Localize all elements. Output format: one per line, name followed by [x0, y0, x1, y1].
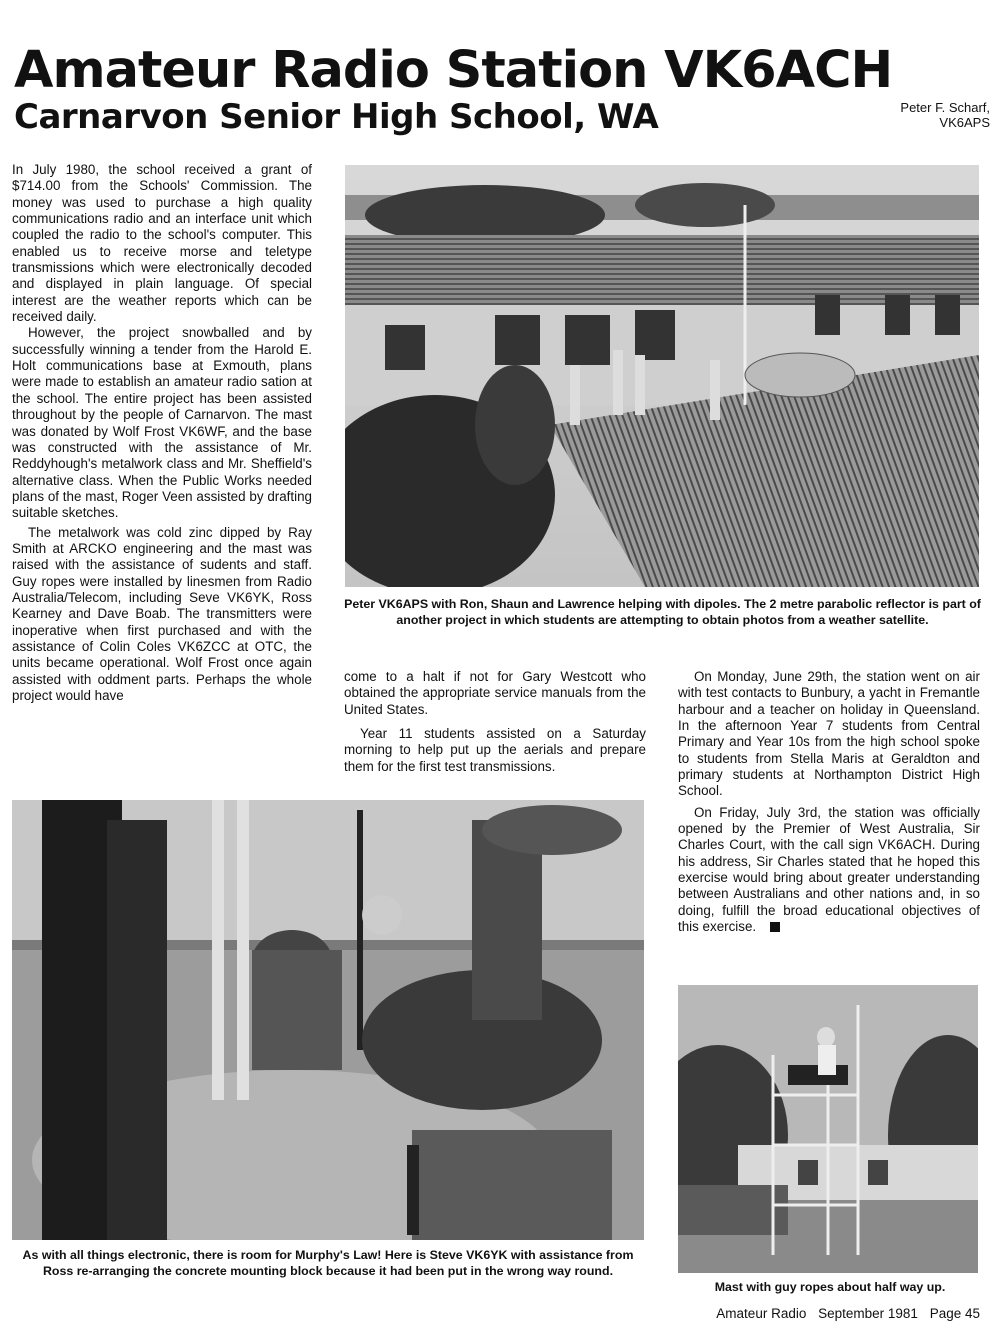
- magazine-name: Amateur Radio: [716, 1306, 807, 1321]
- rooftop-photo: [345, 165, 979, 587]
- paragraph-text: On Friday, July 3rd, the station was officially opened by the Premier of West Australia, Sir Charles Court, with the call sign VK6ACH. During his address, Sir Charles stated that he hoped this exercise would bring about greater understanding between Australians and other nations and, in so doing, fulfill the broad educational objectives of this exercise.: [678, 804, 980, 935]
- paragraph: Year 11 students assisted on a Saturday morning to help put up the aerials and prepare them for the first test transmissions.: [344, 726, 646, 774]
- page-footer: [708, 1306, 980, 1321]
- page-number: Page 45: [929, 1306, 980, 1321]
- end-mark-icon: [770, 922, 780, 932]
- author-callsign: VK6APS: [939, 115, 990, 130]
- mast-photo: [678, 985, 978, 1273]
- article-subtitle: Carnarvon Senior High School, WA: [14, 97, 659, 137]
- issue-date: September 1981: [818, 1306, 918, 1321]
- mast-photo-image: [678, 985, 978, 1273]
- paragraph: On Monday, June 29th, the station went on air with test contacts to Bunbury, a yacht in Fremantle harbour and a teacher on holiday in Queensland. In the afternoon Year 7 students from Central Primary and Year 10s from the high school spoke to students from Stella Maris at Geraldton and primary students at Northampton District High School.: [678, 669, 980, 799]
- workers-photo-caption: As with all things electronic, there is room for Murphy's Law! Here is Steve VK6YK with assistance from Ross re-arranging the concrete mounting block because it had been put in the wrong way round.: [22, 1248, 634, 1278]
- paragraph: However, the project snowballed and by successfully winning a tender from the Harold E. Holt communications base at Exmouth, plans were made to establish an amateur radio sation at the school. The entire project has been assisted throughout by the people of Carnarvon. The mast was donated by Wolf Frost VK6WF, and the base was constructed with the assistance of Mr. Reddyhough's metalwork class and Mr. Sheffield's alternative class. When the Public Works needed plans of the mast, Roger Veen assisted by drafting suitable sketches.: [12, 325, 312, 521]
- paragraph: In July 1980, the school received a grant of $714.00 from the Schools' Commission. The money was used to purchase a high quality communications radio and an interface unit which coupled the radio to the school's computer. This enabled us to receive morse and teletype transmissions which were electronically decoded and displayed in plain language. Of special interest are the weather reports which can be received daily.: [12, 162, 312, 325]
- rooftop-photo-image: [345, 165, 979, 587]
- column-2-text: [344, 669, 646, 775]
- column-3-text: [678, 669, 980, 936]
- author-name: Peter F. Scharf,: [900, 100, 990, 115]
- paragraph: [678, 805, 980, 936]
- paragraph: come to a halt if not for Gary Westcott who obtained the appropriate service manuals from the United States.: [344, 669, 646, 717]
- column-1-text: [12, 162, 312, 704]
- mast-photo-caption: Mast with guy ropes about half way up.: [714, 1280, 946, 1294]
- article-title: Amateur Radio Station VK6ACH: [14, 41, 893, 100]
- workers-photo-image: [12, 800, 644, 1240]
- paragraph: The metalwork was cold zinc dipped by Ray Smith at ARCKO engineering and the mast was raised with the assistance of sudents and staff. Guy ropes were installed by linesmen from Radio Australia/Telecom, including Seve VK6YK, Ross Kearney and Dave Boab. The transmitters were inoperative when first purchased and with the assistance of Colin Coles VK6ZCC at OTC, the units became operational. Wolf Frost once again assisted with oddment parts. Perhaps the whole project would have: [12, 524, 312, 703]
- rooftop-photo-caption: Peter VK6APS with Ron, Shaun and Lawrence helping with dipoles. The 2 metre parabolic reflector is part of another project in which students are attempting to obtain photos from a weather satellite.: [344, 597, 981, 627]
- byline: [900, 100, 990, 130]
- workers-photo: [12, 800, 644, 1240]
